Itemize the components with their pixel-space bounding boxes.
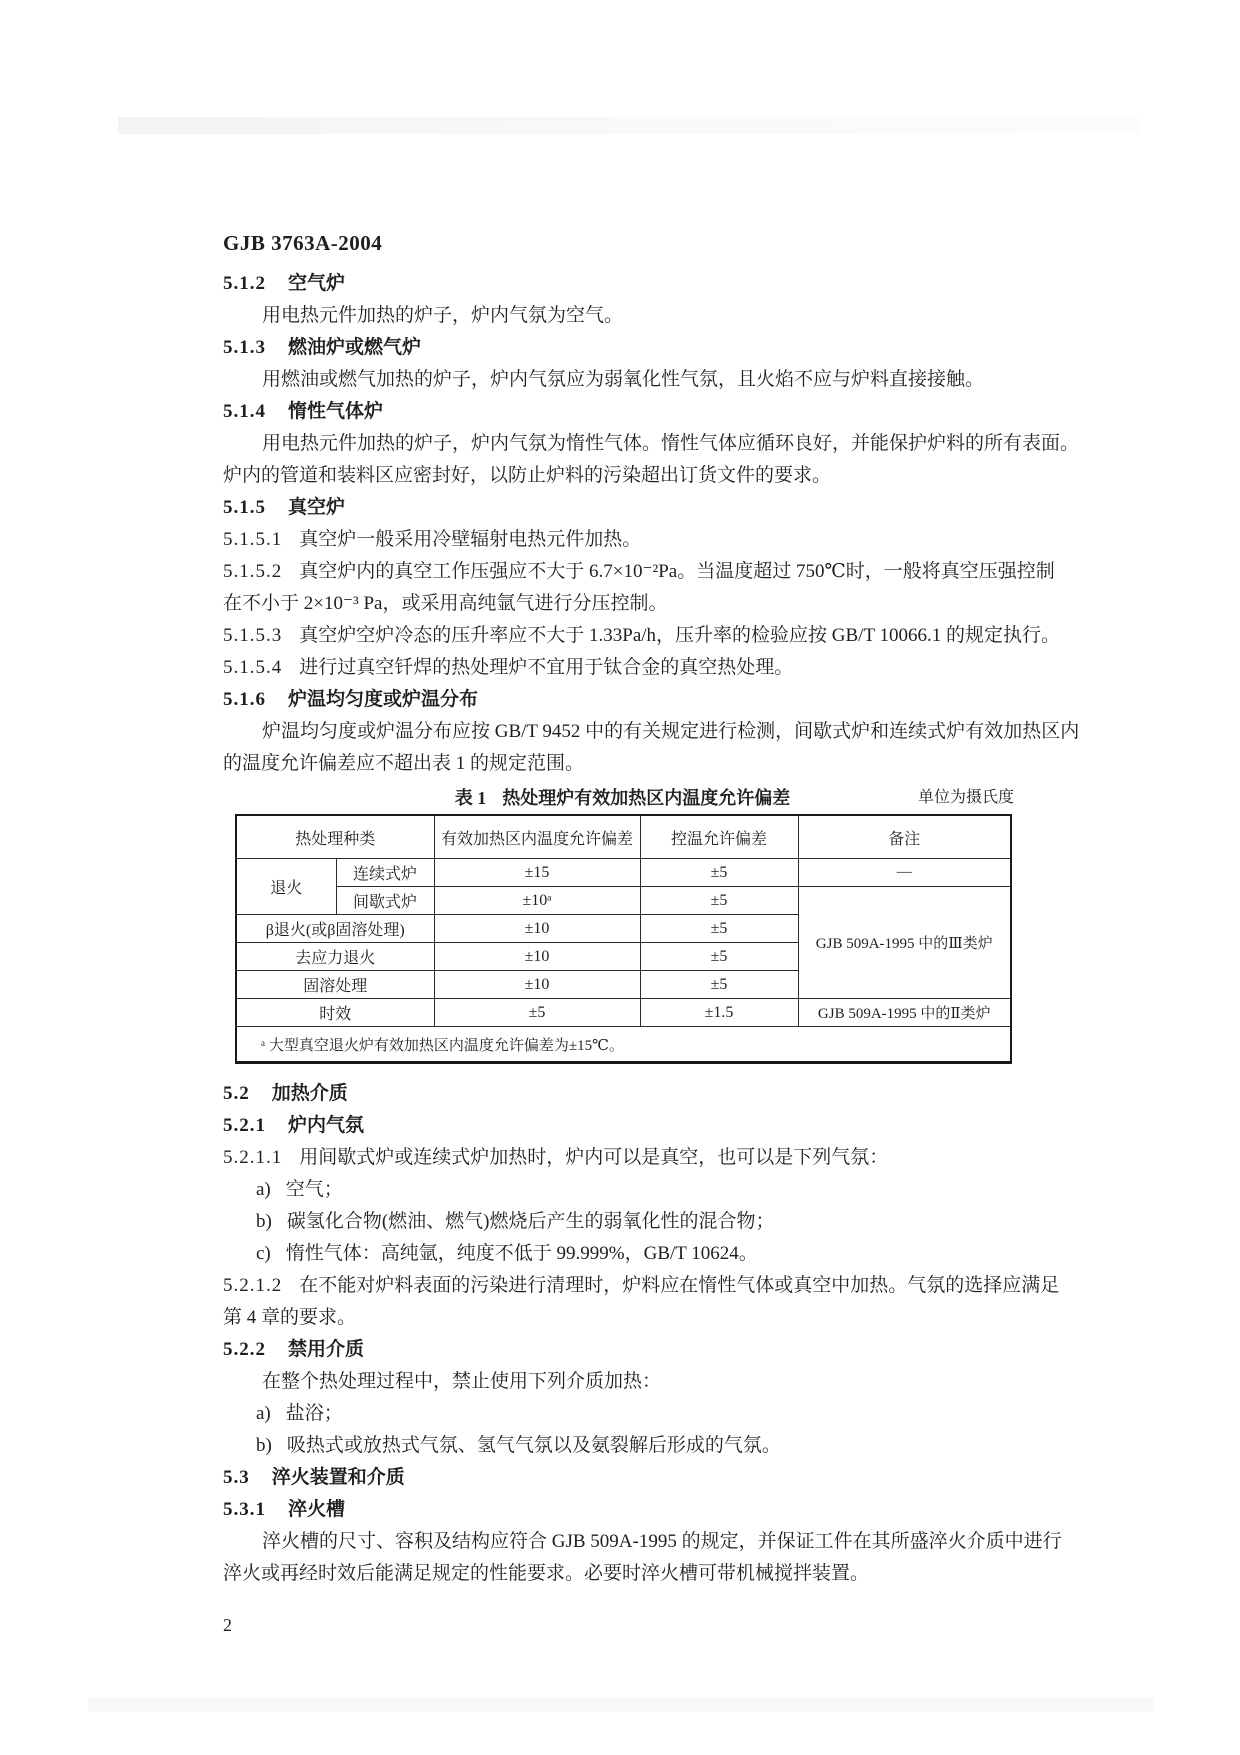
para-5-1-4-line1: 用电热元件加热的炉子，炉内气氛为惰性气体。惰性气体应循环良好，并能保护炉料的所有表面。 xyxy=(262,433,1080,454)
list-label: b) xyxy=(256,1435,272,1456)
list-label: b) xyxy=(256,1211,272,1232)
list-item-c xyxy=(223,1238,1053,1270)
heading-5-3 xyxy=(223,1462,1053,1494)
clause-5-1-5-2 xyxy=(223,556,1053,588)
section-number: 5.3 xyxy=(223,1467,250,1488)
table1-caption-title: 热处理炉有效加热区内温度允许偏差 xyxy=(502,788,791,808)
heading-5-1-6 xyxy=(223,684,1053,716)
section-number: 5.2.1 xyxy=(223,1115,266,1136)
section-title: 炉温均匀度或炉温分布 xyxy=(288,689,479,710)
table1 xyxy=(235,814,1012,1064)
list-text: 碳氢化合物(燃油、燃气)燃烧后产生的弱氧化性的混合物； xyxy=(286,1211,775,1232)
heading-5-3-1 xyxy=(223,1494,1053,1526)
table1-header-zone-dev: 有效加热区内温度允许偏差 xyxy=(434,815,640,859)
heading-5-1-4 xyxy=(223,396,1053,428)
clause-number: 5.1.5.4 xyxy=(223,657,283,678)
cell-ctrl-dev: ±5 xyxy=(640,943,798,971)
table1-header-ctrl-dev: 控温允许偏差 xyxy=(640,815,798,859)
clause-text: 真空炉一般采用冷壁辐射电热元件加热。 xyxy=(299,529,642,550)
list-label: a) xyxy=(256,1403,271,1424)
section-title: 燃油炉或燃气炉 xyxy=(288,337,422,358)
cell-zone-dev: ±15 xyxy=(434,859,640,887)
clause-5-1-5-3 xyxy=(223,620,1060,652)
cell-ctrl-dev: ±5 xyxy=(640,887,798,915)
list-text: 空气； xyxy=(285,1179,343,1200)
cell-zone-dev: ±10 xyxy=(434,915,640,943)
table1-header-type: 热处理种类 xyxy=(236,815,434,859)
section-title: 禁用介质 xyxy=(288,1339,365,1360)
cell-furnace-type: 连续式炉 xyxy=(336,859,434,887)
para-5-1-6-line2: 的温度允许偏差应不超出表 1 的规定范围。 xyxy=(223,753,585,774)
clause-number: 5.1.5.3 xyxy=(223,625,283,646)
cell-group-annealing: 退火 xyxy=(236,859,336,915)
list-text: 盐浴； xyxy=(285,1403,343,1424)
cell-ctrl-dev: ±5 xyxy=(640,915,798,943)
clause-5-2-1-2-line2: 第 4 章的要求。 xyxy=(223,1307,357,1328)
para-5-1-4-line2: 炉内的管道和装料区应密封好，以防止炉料的污染超出订货文件的要求。 xyxy=(223,465,832,486)
table-row-annealing-continuous xyxy=(236,859,1011,887)
section-title: 炉内气氛 xyxy=(288,1115,365,1136)
table1-unit-note: 单位为摄氏度 xyxy=(917,789,1014,806)
section-number: 5.1.3 xyxy=(223,337,266,358)
cell-furnace-type: 间歇式炉 xyxy=(336,887,434,915)
list-item-b xyxy=(223,1206,1053,1238)
cell-zone-dev: ±10 xyxy=(434,971,640,999)
clause-text: 进行过真空钎焊的热处理炉不宜用于钛合金的真空热处理。 xyxy=(299,657,794,678)
clause-5-1-5-4 xyxy=(223,652,1053,684)
scan-shade-band-top xyxy=(118,117,1140,134)
clause-text: 真空炉空炉冷态的压升率应不大于 1.33Pa/h，压升率的检验应按 GB/T 10066.1 的规定执行。 xyxy=(299,625,1060,646)
clause-text: 用间歇式炉或连续式炉加热时，炉内可以是真空，也可以是下列气氛： xyxy=(299,1147,889,1168)
section-number: 5.3.1 xyxy=(223,1499,266,1520)
section-number: 5.1.2 xyxy=(223,273,266,294)
para-5-1-6-line1: 炉温均匀度或炉温分布应按 GB/T 9452 中的有关规定进行检测，间歇式炉和连续式炉有效加热区内 xyxy=(262,721,1080,742)
table1-footnote: ᵃ 大型真空退火炉有效加热区内温度允许偏差为±15℃。 xyxy=(236,1027,1011,1063)
table-row-aging xyxy=(236,999,1011,1027)
clause-5-1-5-1 xyxy=(223,524,1053,556)
cell-ctrl-dev: ±5 xyxy=(640,859,798,887)
clause-number: 5.1.5.1 xyxy=(223,529,283,550)
section-number: 5.2.2 xyxy=(223,1339,266,1360)
list-label: a) xyxy=(256,1179,271,1200)
table1-caption-text xyxy=(235,782,1010,814)
heading-5-1-2 xyxy=(223,268,1053,300)
table1-footnote-row xyxy=(236,1027,1011,1063)
heading-5-1-5 xyxy=(223,492,1053,524)
list-text: 吸热式或放热式气氛、氢气气氛以及氨裂解后形成的气氛。 xyxy=(286,1435,781,1456)
cell-process: 去应力退火 xyxy=(236,943,434,971)
section-number: 5.2 xyxy=(223,1083,250,1104)
heading-5-2 xyxy=(223,1078,1053,1110)
cell-process: β退火(或β固溶处理) xyxy=(236,915,434,943)
para-5-2-2: 在整个热处理过程中，禁止使用下列介质加热： xyxy=(262,1371,662,1392)
table1-header-row xyxy=(236,815,1011,859)
clause-number: 5.2.1.2 xyxy=(223,1275,283,1296)
clause-text: 真空炉内的真空工作压强应不大于 6.7×10⁻²Pa。当温度超过 750℃时，一般将真空压强控制 xyxy=(299,561,1055,582)
table1-caption-label: 表 1 xyxy=(454,788,487,808)
clause-text: 在不能对炉料表面的污染进行清理时，炉料应在惰性气体或真空中加热。气氛的选择应满足 xyxy=(299,1275,1060,1296)
table1-caption xyxy=(235,782,1014,814)
cell-ctrl-dev: ±1.5 xyxy=(640,999,798,1027)
table1-block xyxy=(235,782,1014,1064)
cell-process: 固溶处理 xyxy=(236,971,434,999)
cell-ctrl-dev: ±5 xyxy=(640,971,798,999)
cell-remark-class2: GJB 509A-1995 中的Ⅱ类炉 xyxy=(798,999,1011,1027)
section-number: 5.1.6 xyxy=(223,689,266,710)
page-content xyxy=(223,226,1080,1640)
list-item-b2 xyxy=(223,1430,1053,1462)
section-title: 淬火槽 xyxy=(288,1499,346,1520)
list-item-a2 xyxy=(223,1398,1053,1430)
list-text: 惰性气体：高纯氩，纯度不低于 99.999%，GB/T 10624。 xyxy=(285,1243,758,1264)
clause-5-2-1-2 xyxy=(223,1270,1060,1302)
para-5-3-1-line2: 淬火或再经时效后能满足规定的性能要求。必要时淬火槽可带机械搅拌装置。 xyxy=(223,1563,870,1584)
section-title: 空气炉 xyxy=(288,273,346,294)
cell-remark-class3: GJB 509A-1995 中的Ⅲ类炉 xyxy=(798,887,1011,999)
scan-shade-band-bottom xyxy=(88,1698,1154,1712)
clause-number: 5.1.5.2 xyxy=(223,561,283,582)
clause-number: 5.2.1.1 xyxy=(223,1147,283,1168)
standard-number: GJB 3763A-2004 xyxy=(223,231,383,255)
clause-5-1-5-2-line2: 在不小于 2×10⁻³ Pa，或采用高纯氩气进行分压控制。 xyxy=(223,593,668,614)
section-number: 5.1.4 xyxy=(223,401,266,422)
para-5-3-1-line1: 淬火槽的尺寸、容积及结构应符合 GJB 509A-1995 的规定，并保证工件在其所盛淬火介质中进行 xyxy=(262,1531,1062,1552)
cell-process: 时效 xyxy=(236,999,434,1027)
cell-zone-dev: ±10ᵃ xyxy=(434,887,640,915)
section-number: 5.1.5 xyxy=(223,497,266,518)
table1-header-remark: 备注 xyxy=(798,815,1011,859)
para-5-1-3: 用燃油或燃气加热的炉子，炉内气氛应为弱氧化性气氛，且火焰不应与炉料直接接触。 xyxy=(262,369,985,390)
heading-5-2-1 xyxy=(223,1110,1053,1142)
cell-zone-dev: ±5 xyxy=(434,999,640,1027)
cell-remark: — xyxy=(798,859,1011,887)
heading-5-2-2 xyxy=(223,1334,1053,1366)
section-title: 淬火装置和介质 xyxy=(271,1467,405,1488)
section-title: 真空炉 xyxy=(288,497,346,518)
page-number: 2 xyxy=(223,1615,232,1635)
clause-5-2-1-1 xyxy=(223,1142,1053,1174)
section-title: 加热介质 xyxy=(271,1083,348,1104)
para-5-1-2: 用电热元件加热的炉子，炉内气氛为空气。 xyxy=(262,305,624,326)
list-label: c) xyxy=(256,1243,271,1264)
list-item-a xyxy=(223,1174,1053,1206)
heading-5-1-3 xyxy=(223,332,1053,364)
table-row-annealing-batch xyxy=(236,887,1011,915)
cell-zone-dev: ±10 xyxy=(434,943,640,971)
section-title: 惰性气体炉 xyxy=(288,401,384,422)
